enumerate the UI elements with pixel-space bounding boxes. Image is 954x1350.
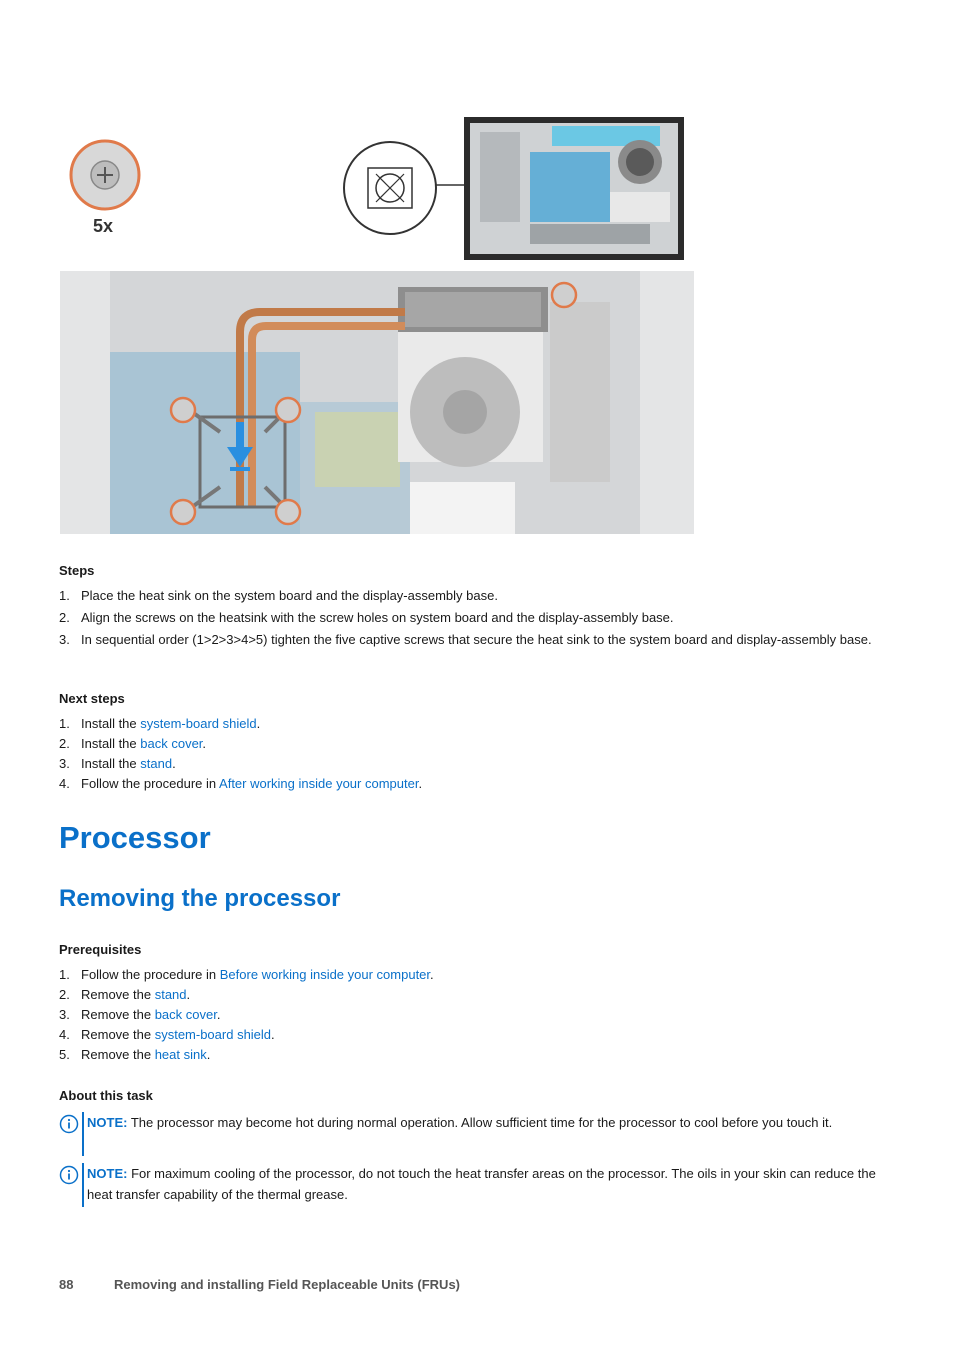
list-item: 2. Install the back cover. (59, 736, 207, 751)
screw-count-label: 5x (93, 216, 114, 236)
note-bar (82, 1112, 84, 1156)
next-steps-list (59, 715, 889, 792)
list-item: 3. Remove the back cover. (59, 1007, 221, 1022)
computer-overview-inset (464, 117, 684, 260)
note-bar (82, 1163, 84, 1207)
prerequisites-heading: Prerequisites (59, 942, 142, 957)
list-item: 2. Align the screws on the heatsink with the screw holes on system board and the display-assembly base. (59, 610, 674, 625)
list-item: 5. Remove the heat sink. (59, 1047, 211, 1062)
list-item: 3. Install the stand. (59, 756, 176, 771)
list-item: 1. Place the heat sink on the system board and the display-assembly base. (59, 588, 498, 603)
screw-callout-4 (171, 500, 195, 524)
system-board-shield-link[interactable]: system-board shield (140, 716, 257, 731)
list-item: 1. Install the system-board shield. (59, 716, 261, 731)
screw-callout-5 (276, 500, 300, 524)
fan-icon (344, 142, 436, 234)
about-task-heading: About this task (59, 1088, 153, 1103)
stand-link[interactable]: stand (140, 756, 173, 771)
about-task-section (59, 1088, 889, 1103)
screw-callout-2 (171, 398, 195, 422)
heat-sink-link[interactable]: heat sink (154, 1047, 207, 1062)
steps-heading: Steps (59, 563, 95, 578)
note-heat-transfer (59, 1163, 889, 1205)
prerequisites-list (59, 966, 889, 1063)
before-working-inside-link[interactable]: Before working inside your computer (219, 967, 431, 982)
system-board-shield-link[interactable]: system-board shield (154, 1027, 272, 1042)
page-footer (59, 1277, 460, 1292)
after-working-inside-link[interactable]: After working inside your computer (219, 776, 419, 791)
list-item: 2. Remove the stand. (59, 987, 191, 1002)
list-item: 1. Follow the procedure in Before working inside your computer. (59, 967, 434, 982)
back-cover-link[interactable]: back cover (140, 736, 203, 751)
list-item: 4. Follow the procedure in After working inside your computer. (59, 776, 423, 791)
chapter-title: Processor (59, 820, 211, 855)
note-hot-processor (59, 1112, 889, 1133)
stand-link[interactable]: stand (154, 987, 187, 1002)
note-text: NOTE: For maximum cooling of the processor, do not touch the heat transfer areas on the processor. The oils in your skin can reduce the heat transfer capability of the thermal grease. (87, 1166, 876, 1202)
heatsink-installation-figure (60, 112, 694, 534)
back-cover-link[interactable]: back cover (154, 1007, 217, 1022)
steps-list (59, 587, 889, 648)
heatsink-main-photo (60, 271, 694, 534)
info-icon (59, 1165, 79, 1185)
next-steps-heading: Next steps (59, 691, 125, 706)
screw-callout-1 (552, 283, 576, 307)
section-title: Removing the processor (59, 885, 341, 912)
steps-section (59, 563, 889, 648)
screw-icon (71, 141, 139, 209)
screw-callout-3 (276, 398, 300, 422)
list-item: 3. In sequential order (1>2>3>4>5) tighten the five captive screws that secure the heat sink to the system board and display-assembly base. (59, 632, 872, 647)
prerequisites-section (59, 942, 889, 1063)
page-number: 88 (59, 1277, 74, 1292)
note-text: NOTE: The processor may become hot during normal operation. Allow sufficient time for the processor to cool before you touch it. (87, 1115, 833, 1130)
list-item: 4. Remove the system-board shield. (59, 1027, 275, 1042)
next-steps-section (59, 691, 889, 792)
footer-title: Removing and installing Field Replaceable Units (FRUs) (114, 1277, 460, 1292)
info-icon (59, 1114, 79, 1134)
